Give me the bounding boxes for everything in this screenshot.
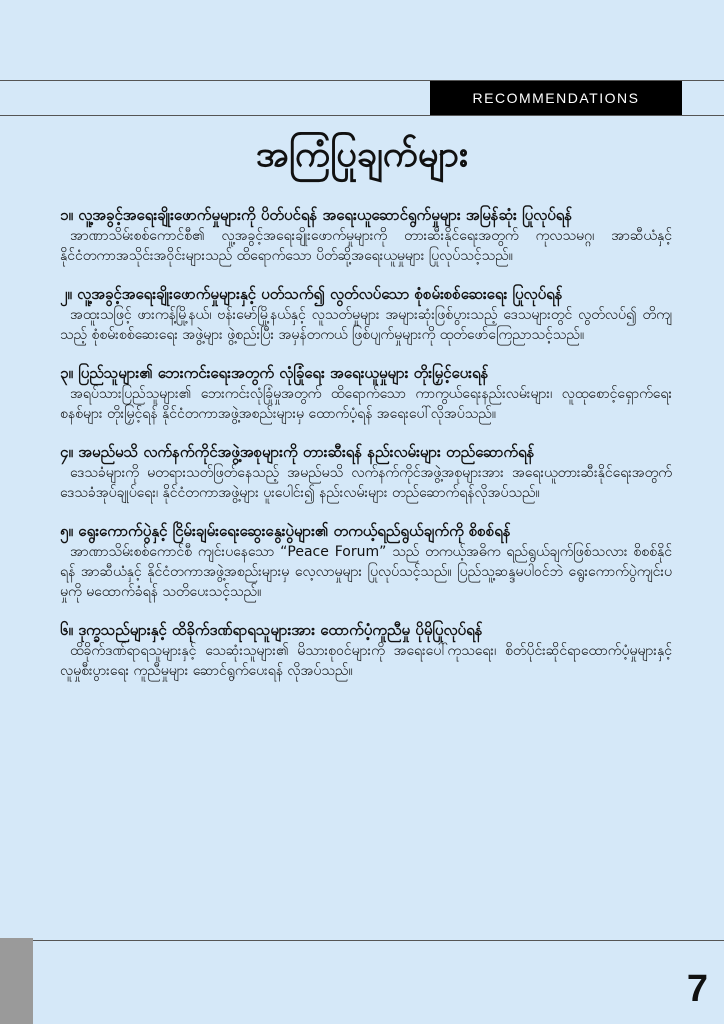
recommendation-3 (60, 363, 672, 424)
footer-rule (0, 940, 724, 941)
page-number: 7 (686, 968, 708, 1010)
recommendation-5 (60, 521, 672, 602)
recommendation-body: ထိခိုက်ဒဏ်ရာရသူများနှင့် သေဆုံးသူများ၏ မိသားစုဝင်များကို အရေးပေါ်ကုသရေး၊ စိတ်ပိုင်းဆိုင်ရာထောက်ပံ့မှုများနှင့် လူမှုစီးပွားရေး ကူညီမှုများ ဆောင်ရွက်ပေးရန် လိုအပ်သည်။ (60, 643, 672, 679)
recommendation-heading: ၅။ ရွေးကောက်ပွဲနှင့် ငြိမ်းချမ်းရေးဆွေးနွေးပွဲများ၏ တကယ့်ရည်ရွယ်ချက်ကို စိစစ်ရန် (60, 522, 511, 540)
recommendation-heading: ၆။ ဒုက္ခသည်များနှင့် ထိခိုက်ဒဏ်ရာရသူများအား ထောက်ပံ့ကူညီမှု ပိုမိုပြုလုပ်ရန် (60, 621, 483, 639)
recommendation-body: အာဏာသိမ်းစစ်ကောင်စီ ကျင်းပနေသော “Peace Forum” သည် တကယ့်အဓိက ရည်ရွယ်ချက်ဖြစ်သလား စိစစ်နိုင်ရန် အာဆီယံနှင့် နိုင်ငံတကာအဖွဲ့အစည်းများမှ လေ့လာမှုများ ပြုလုပ်သင့်သည်။ ပြည်သူ့ဆန္ဒမပါဝင်ဘဲ ရွေးကောက်ပွဲကျင်းပမှုကို မထောက်ခံရန် သတိပေးသင့်သည်။ (60, 544, 672, 600)
recommendation-body: အာဏာသိမ်းစစ်ကောင်စီ၏ လူ့အခွင့်အရေးချိုးဖောက်မှုများကို တားဆီးနိုင်ရေးအတွက် ကုလသမဂ္ဂ၊ အာဆီယံနှင့် နိုင်ငံတကာအသိုင်းအဝိုင်းများသည် ထိရောက်သော ပိတ်ဆို့အရေးယူမှုများ ပြုလုပ်သင့်သည်။ (60, 228, 672, 264)
recommendations-list (60, 205, 672, 699)
recommendation-body: အထူးသဖြင့် ဖားကန့်မြို့နယ်၊ ဗန်းမော်မြို့နယ်နှင့် လူသတ်မှုများ အများဆုံးဖြစ်ပွားသည့် ဒေသများတွင် လွတ်လပ်၍ တိကျသည့် စုံစမ်းစစ်ဆေးရေး အဖွဲ့များ ဖွဲ့စည်းပြီး အမှန်တကယ် ဖြစ်ပျက်မှုများကို ထုတ်ဖော်ကြေညာသင့်သည်။ (60, 307, 672, 343)
recommendation-1 (60, 205, 672, 266)
recommendation-heading: ၄။ အမည်မသိ လက်နက်ကိုင်အဖွဲ့အစုများကို တားဆီးရန် နည်းလမ်းများ တည်ဆောက်ရန် (60, 443, 535, 461)
page-title: အကြံပြုချက်များ (255, 134, 469, 175)
recommendation-4 (60, 442, 672, 503)
recommendation-6 (60, 620, 672, 681)
recommendation-2 (60, 284, 672, 345)
section-banner: RECOMMENDATIONS (430, 81, 682, 115)
recommendation-body: ဒေသခံများကို မတရားသတ်ဖြတ်နေသည့် အမည်မသိ လက်နက်ကိုင်အဖွဲ့အစုများအား အရေးယူတားဆီးနိုင်ရေးအတွက် ဒေသခံအုပ်ချုပ်ရေး၊ နိုင်ငံတကာအဖွဲ့များ ပူးပေါင်း၍ နည်းလမ်းများ တည်ဆောက်ရန်လိုအပ်သည်။ (60, 465, 672, 501)
recommendation-heading: ၂။ လူ့အခွင့်အရေးချိုးဖောက်မှုများနှင့် ပတ်သက်၍ လွတ်လပ်သော စုံစမ်းစစ်ဆေးရေး ပြုလုပ်ရန် (60, 285, 563, 303)
header-rule (0, 115, 724, 116)
footer-grey-block (0, 938, 33, 1024)
recommendation-heading: ၁။ လူ့အခွင့်အရေးချိုးဖောက်မှုများကို ပိတ်ပင်ရန် အရေးယူဆောင်ရွက်မှုများ အမြန်ဆုံး ပြုလုပ်ရန် (60, 206, 573, 224)
recommendation-heading: ၃။ ပြည်သူများ၏ ဘေးကင်းရေးအတွက် လုံခြုံရေး အရေးယူမှုများ တိုးမြှင့်ပေးရန် (60, 364, 489, 382)
recommendation-body: အရပ်သားပြည်သူများ၏ ဘေးကင်းလုံခြုံမှုအတွက် ထိရောက်သော ကာကွယ်ရေးနည်းလမ်းများ၊ လူထုစောင့်ရှောက်ရေးစနစ်များ တိုးမြှင့်ရန် နိုင်ငံတကာအဖွဲ့အစည်းများမှ ထောက်ပံ့ရန် အရေးပေါ်လိုအပ်သည်။ (60, 386, 672, 422)
